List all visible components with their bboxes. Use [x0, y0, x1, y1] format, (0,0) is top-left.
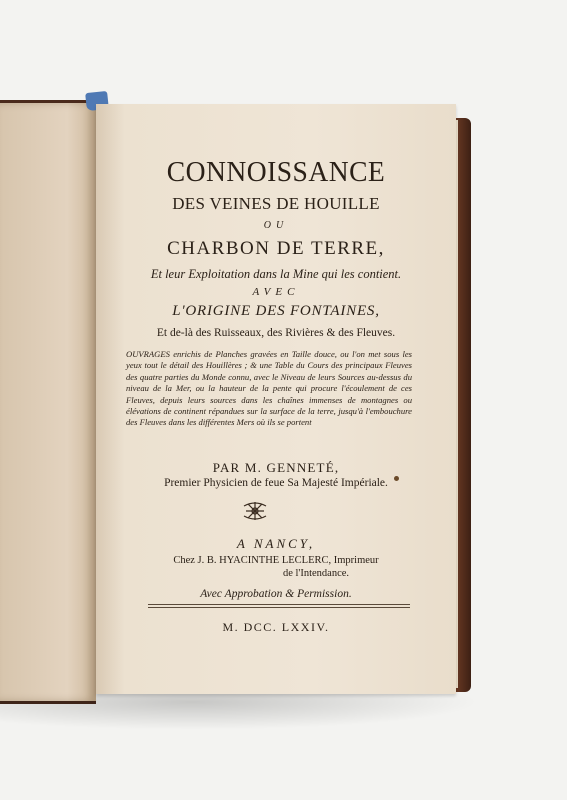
description-paragraph: OUVRAGES enrichis de Planches gravées en Taille douce, ou l'on met sous les yeux tout le détail des Houillères ; & une Table du Cours des principaux Fleuves des quatre parties du Monde connu, avec le Niveau de leurs Sources au-dessus du niveau de la Mer, ou la hauteur de la pente qui procure l'écoulement de ces Fleuves, depuis leurs sources dans les chaînes immenses de montagnes ou élévations de continent répandues sur la surface de la terre, jusqu'à l'embouchure des Fleuves dans les différentes Mers où ils se portent	[126, 349, 412, 428]
origine-line: L'ORIGINE DES FONTAINES,	[172, 303, 380, 319]
ou-line: OU	[263, 220, 289, 231]
divider-rule	[148, 604, 410, 605]
charbon-line: CHARBON DE TERRE,	[167, 238, 385, 259]
approbation-line: Avec Approbation & Permission.	[200, 588, 352, 600]
printer-line-2: de l'Intendance.	[282, 568, 350, 579]
publication-date: M. DCC. LXXIV.	[222, 620, 330, 634]
author-title-line: Premier Physicien de feue Sa Majesté Impériale.	[164, 477, 388, 489]
book-title: CONNOISSANCE	[166, 156, 386, 188]
divider-rule	[148, 607, 410, 608]
avec-line: AVEC	[252, 286, 300, 298]
book-subtitle: DES VEINES DE HOUILLE	[172, 194, 380, 213]
author-line: PAR M. GENNETÉ,	[212, 460, 340, 475]
place-line: A NANCY,	[236, 536, 316, 551]
exploitation-line: Et leur Exploitation dans la Mine qui les contient.	[150, 267, 402, 281]
page-mark	[394, 476, 399, 481]
left-page	[0, 100, 96, 704]
printer-ornament-icon	[242, 500, 268, 522]
title-page	[96, 104, 456, 694]
ruisseaux-line: Et de-là des Ruisseaux, des Rivières & des Fleuves.	[156, 327, 396, 339]
printer-line: Chez J. B. HYACINTHE LECLERC, Imprimeur	[173, 555, 379, 566]
